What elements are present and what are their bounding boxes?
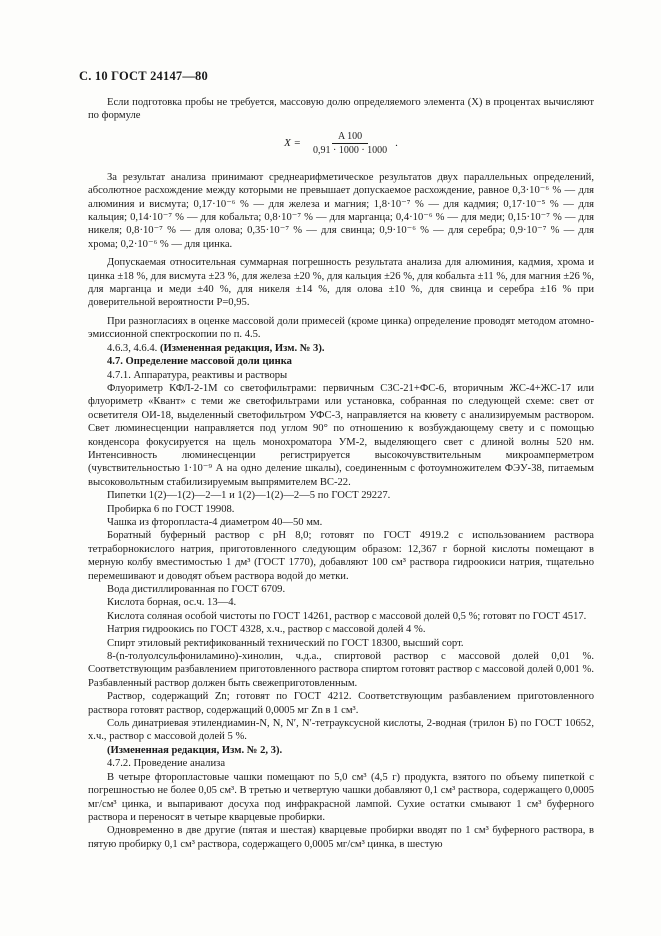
paragraph-quinoline: 8-(n-толуолсульфониламино)-хинолин, ч.д.а., спиртовой раствор с массовой долей 0,01 %. Соответствующим разбавлением приготовленного раствора спиртом готовят раствор с массовой долей 0,001 %. Разбавленный раствор должен быть свежеприготовленным. bbox=[88, 651, 594, 689]
intro-paragraph: Если подготовка пробы не требуется, массовую долю определяемого элемента (X) в процентах вычисляют по формуле bbox=[88, 97, 594, 122]
formula-denominator: 0,91 · 1000 · 1000 bbox=[312, 144, 388, 156]
paragraph-water: Вода дистиллированная по ГОСТ 6709. bbox=[107, 584, 286, 595]
paragraph-sodium-hydroxide: Натрия гидроокись по ГОСТ 4328, х.ч., раствор с массовой долей 4 %. bbox=[107, 624, 426, 636]
formula-fraction bbox=[307, 131, 393, 157]
paragraph-zinc-solution: Раствор, содержащий Zn; готовят по ГОСТ 4212. Соответствующим разбавлением приготовленного раствора готовят раствор, содержащий 0,0005 мг Zn в 1 см³. bbox=[88, 691, 594, 716]
page-content bbox=[88, 96, 594, 851]
paragraph-dish: Чашка из фторопласта-4 диаметром 40—50 мм. bbox=[107, 516, 323, 528]
paragraph-ethanol: Спирт этиловый ректификованный технический по ГОСТ 18300, высший сорт. bbox=[107, 637, 464, 649]
paragraph-trilon: Соль динатриевая этилендиамин-N, N, N′, N′-тетрауксусной кислоты, 2-водная (трилон Б) по ГОСТ 10652, х.ч., раствор с массовой долей 5 %. bbox=[88, 718, 594, 743]
paragraph-error: Допускаемая относительная суммарная погрешность результата анализа для алюминия, кадмия, хрома и цинка ±18 %, для висмута ±23 %, для железа ±20 %, для кальция ±26 %, для кобальта ±11 %, для магния ±26 %, для марганца и меди ±40 %, для никеля ±14 %, для олова ±10 %, для свинца и серебра ±16 % при доверительной вероятности P=0,95. bbox=[88, 257, 594, 309]
subsection-heading: 4.7.1. Аппаратура, реактивы и растворы bbox=[107, 369, 288, 381]
paragraph-test-tube: Пробирка 6 по ГОСТ 19908. bbox=[107, 503, 235, 515]
paragraph-boric-acid: Кислота борная, ос.ч. 13—4. bbox=[107, 597, 237, 609]
amendment-prefix: 4.6.3, 4.6.4. bbox=[107, 342, 160, 354]
paragraph-procedure-2: Одновременно в две другие (пятая и шестая) кварцевые пробирки вводят по 1 см³ буферного раствора, в пятую пробирку 0,1 см³ раствора, содержащего 0,0005 мг/см³ цинка, в шестую bbox=[88, 825, 594, 850]
section-heading: 4.7. Определение массовой доли цинка bbox=[107, 356, 292, 368]
paragraph-procedure-1: В четыре фторопластовые чашки помещают по 5,0 см³ (4,5 г) продукта, взятого по объему пипеткой с погрешностью не более 0,05 см³. В третью и четвертую чашки добавляют 0,1 см³ раствора, содержащего 0,0005 мг/см³ цинка, и выпаривают досуха под инфракрасной лампой. Сухие остатки смывают 1 см³ буферного раствора и переносят в четыре кварцевые пробирки. bbox=[88, 771, 594, 823]
paragraph-disputes: При разногласиях в оценке массовой доли примесей (кроме цинка) определение проводят методом атомно-эмиссионной спектроскопии по п. 4.5. bbox=[88, 315, 594, 341]
paragraph-pipettes: Пипетки 1(2)—1(2)—2—1 и 1(2)—1(2)—2—5 по ГОСТ 29227. bbox=[107, 490, 391, 502]
paragraph-fluorimeter: Флуориметр КФЛ-2-1М со светофильтрами: первичным СЗС-21+ФС-6, вторичным ЖС-4+ЖС-17 или флуориметр «Квант» с теми же светофильтрами или установка, собранная по следующей схеме: свет от осветителя ОИ-18, выделенный светофильтром УФС-3, направляется на кювету с анализируемым раствором. Свет люминесценции направляется под углом 90° по отношению к возбуждающему свету и с помощью конденсора фокусируется на щель монохроматора УМ-2, выделяющего свет с длиной волны 520 нм. Интенсивность люминесценции регистрируется высокочувствительным микроамперметром (чувствительностью 1·10⁻⁹ А на одно деление шкалы), соединенным с фотоумножителем ФЭУ-38, питаемым высоковольтным стабилизируемым выпрямителем ВС-22. bbox=[88, 382, 594, 488]
amendment-bold: (Измененная редакция, Изм. № 3). bbox=[159, 342, 325, 354]
amendment-note bbox=[88, 342, 594, 355]
amendment-note-2: (Измененная редакция, Изм. № 2, 3). bbox=[107, 744, 283, 756]
formula-end: . bbox=[395, 137, 398, 150]
page-header: С. 10 ГОСТ 24147—80 bbox=[79, 69, 208, 83]
paragraph-result: За результат анализа принимают среднеарифметическое результатов двух параллельных определений, абсолютное расхождение между которыми не превышает допускаемое расхождение, равное 0,3·10⁻⁶ % — для алюминия и висмута; 0,17·10⁻⁶ % — для железа и магния; 1,8·10⁻⁷ % — для кадмия; 0,17·10⁻⁵ % — для кальция; 0,14·10⁻⁷ % — для кобальта; 0,8·10⁻⁷ % — для марганца; 0,4·10⁻⁶ % — для меди; 0,15·10⁻⁷ % — для никеля; 0,8·10⁻⁷ % — для олова; 0,35·10⁻⁷ % — для свинца; 0,9·10⁻⁶ % — для серебра; 0,9·10⁻⁷ % — для хрома; 0,2·10⁻⁶ % — для цинка. bbox=[88, 171, 594, 250]
formula-numerator: A 100 bbox=[332, 131, 368, 144]
paragraph-hydrochloric: Кислота соляная особой чистоты по ГОСТ 14261, раствор с массовой долей 0,5 %; готовят по ГОСТ 4517. bbox=[107, 610, 587, 622]
formula-lhs: X = bbox=[284, 137, 301, 150]
paragraph-buffer: Боратный буферный раствор с pH 8,0; готовят по ГОСТ 4919.2 с использованием раствора тетраборнокислого натрия, приготовленного следующим образом: 12,367 г борной кислоты помещают в мерную колбу вместимостью 1 дм³ (ГОСТ 1770), добавляют 100 см³ раствора гидроокиси натрия, тщательно перемешивают и доводят объем раствора водой до метки. bbox=[88, 530, 594, 582]
subsection-heading-2: 4.7.2. Проведение анализа bbox=[107, 758, 226, 770]
formula bbox=[88, 131, 594, 157]
